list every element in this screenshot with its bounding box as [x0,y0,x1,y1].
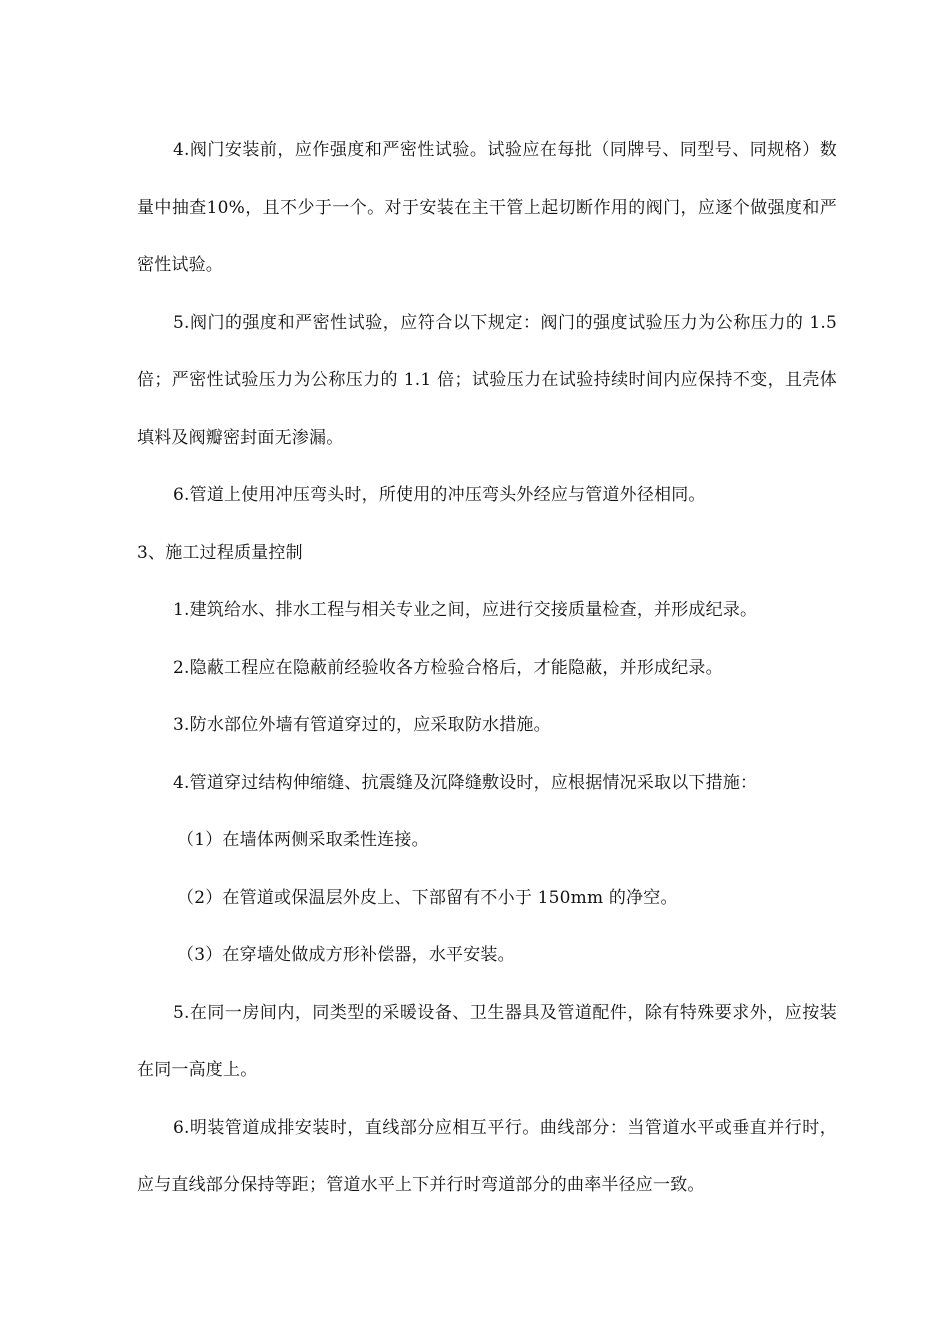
paragraph-stamped-elbow: 6.管道上使用冲压弯头时，所使用的冲压弯头外经应与管道外径相同。 [173,485,706,505]
paragraph-same-height: 5.在同一房间内，同类型的采暖设备、卫生器具及管道配件，除有特殊要求外，应按装在同一高度上。 [137,1002,837,1080]
paragraph-waterproof-wall: 3.防水部位外墙有管道穿过的，应采取防水措施。 [173,715,551,735]
list-item-flexible-connection: （1）在墙体两侧采取柔性连接。 [177,830,429,850]
section-heading-process-quality-control: 3、施工过程质量控制 [137,542,303,563]
paragraph-valve-strength-tightness: 5.阀门的强度和严密性试验，应符合以下规定：阀门的强度试验压力为公称压力的 1.5 倍；严密性试验压力为公称压力的 1.1 倍；试验压力在试验持续时间内应保持不变，且壳体填料及阀瓣密封面无渗漏。 [137,312,837,448]
paragraph-pipe-through-joints: 4.管道穿过结构伸缩缝、抗震缝及沉降缝敷设时，应根据情况采取以下措施： [173,772,758,793]
document-body [137,122,837,1215]
paragraph-handover-inspection: 1.建筑给水、排水工程与相关专业之间，应进行交接质量检查，并形成纪录。 [173,600,758,620]
list-item-clearance: （2）在管道或保温层外皮上、下部留有不小于 150mm 的净空。 [177,887,678,908]
paragraph-concealed-works: 2.隐蔽工程应在隐蔽前经验收各方检验合格后，才能隐蔽，并形成纪录。 [173,657,723,678]
list-item-compensator: （3）在穿墙处做成方形补偿器，水平安装。 [177,945,515,965]
paragraph-parallel-pipes: 6.明装管道成排安装时，直线部分应相互平行。曲线部分：当管道水平或垂直并行时，应与直线部分保持等距；管道水平上下并行时弯道部分的曲率半径应一致。 [137,1117,837,1195]
paragraph-valve-test-before-install: 4.阀门安装前，应作强度和严密性试验。试验应在每批（同牌号、同型号、同规格）数量中抽查10%，且不少于一个。对于安装在主干管上起切断作用的阀门，应逐个做强度和严密性试验。 [137,140,837,275]
